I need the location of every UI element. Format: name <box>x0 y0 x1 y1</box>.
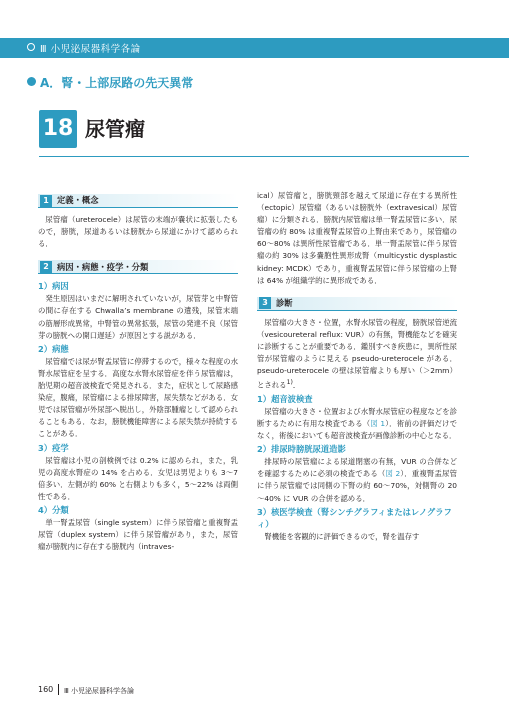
paragraph <box>257 317 457 392</box>
footer-divider <box>58 684 59 695</box>
section-subtitle: A．腎・上部尿路の先天異常 <box>40 76 194 90</box>
section-number: 3 <box>259 297 271 309</box>
paragraph-text: 尿管瘤の大きさ・位置，水腎水尿管の程度，膀胱尿管逆流（vesicoureteral reflux: VUR）の有無，腎機能などを確実に診断することが重要である．鑑別すべき疾患に，異所性尿管が尿管瘤のように見える pseudo-ureterocele がある．pseudo-ureterocele の壁は尿管瘤よりも厚い（＞2mm）とされる <box>257 317 457 390</box>
paragraph: 尿管瘤は小児の剖検例では 0.2% に認められ，また，乳児の高度水腎症の 14% を占める．女児は男児よりも 3～7 倍多い．左側が約 60% と右側よりも多く，5～22% は両側性である． <box>38 455 238 501</box>
section-number: 1 <box>40 195 52 207</box>
paragraph <box>257 406 457 442</box>
subheading: 2）病態 <box>38 343 69 354</box>
paragraph: 腎機能を客観的に評価できるので，腎を温存す <box>264 531 420 541</box>
subheading: 3）疫学 <box>38 442 69 453</box>
section-title: 定義・概念 <box>57 195 99 206</box>
paragraph-text: ）．重複腎盂尿管に伴う尿管瘤では同側の下腎の約 60～70%，対側腎の 20～40% に VUR の合併を認める． <box>257 469 457 503</box>
paragraph: 尿管瘤（ureterocele）は尿管の末端が嚢状に拡張したもので，膀胱，尿道あるいは膀胱から尿道にかけて認められる． <box>38 215 238 249</box>
subheading: 2）排尿時膀胱尿道造影 <box>257 444 346 455</box>
section-number: 2 <box>40 261 52 273</box>
reference-mark[interactable]: 1) <box>286 379 293 387</box>
page-number: 160 <box>38 685 54 694</box>
chapter-number: 18 <box>39 110 77 148</box>
paragraph-text: ）．術前の評価だけでなく，術後においても超音波検査が画像診断の中心となる． <box>257 418 457 441</box>
subheading: 4）分類 <box>38 504 69 515</box>
subheading: 1）病因 <box>38 281 69 292</box>
section-heading-etiology <box>38 260 238 274</box>
chapter-divider <box>39 156 469 157</box>
paragraph-text: 排尿時の尿管瘤による尿道閉塞の有無，VUR の合併などを確認するために必須の検査である（ <box>257 457 457 479</box>
paragraph: 発生原因はいまだに解明されていないが，尿管芽と中腎管の間に存在する Chwalla’s membrane の遺残，尿管末端の筋層形成異常，中腎管の異常拡張，尿管の発達不良（尿管芽の膀胱への開口遅延）が原因とする説がある． <box>38 294 238 340</box>
subheading: 1）超音波検査 <box>257 393 313 404</box>
figure-link[interactable]: 図 1 <box>370 418 386 428</box>
section-title: 病因・病態・疫学・分類 <box>57 261 149 272</box>
right-column <box>257 190 457 543</box>
subtitle-dot-icon <box>27 77 36 86</box>
section-heading-diagnosis <box>257 297 457 311</box>
section-title: 診断 <box>276 298 293 309</box>
footer-running-title: Ⅲ 小児泌尿器科学各論 <box>64 687 135 695</box>
figure-link[interactable]: 図 2 <box>385 469 401 479</box>
paragraph: 単一腎盂尿管（single system）に伴う尿管瘤と重複腎盂尿管（duplex system）に伴う尿管瘤があり，また，尿管瘤が膀胱内に存在する膀胱内（intraves- <box>38 518 238 552</box>
paragraph-text: 尿管瘤の大きさ・位置および水腎水尿管症の程度などを診断するために有用な検査である（ <box>257 406 457 428</box>
subheading: 3）核医学検査（腎シンチグラフィまたはレノグラフィ） <box>257 506 452 529</box>
paragraph <box>257 456 457 504</box>
section-heading-definition <box>38 194 238 208</box>
left-column <box>38 190 238 553</box>
paragraph: ical）尿管瘤と，膀胱頸部を越えて尿道に存在する異所性（ectopic）尿管瘤（あるいは膀胱外（extravesical）尿管瘤）に分類される．膀胱内尿管瘤は単一腎盂尿管に多い．尿管瘤の約 80% は重複腎盂尿管の上腎由来であり，尿管瘤の 60～80% は異所性尿管瘤である．単一腎盂尿管に伴う尿管瘤の約 30% は多嚢胞性異形成腎（multicystic dysplastic kidney: MCDK）であり，重複腎盂尿管に伴う尿管瘤の上腎は 64% が組織学的に異形成である． <box>257 191 457 285</box>
paragraph: 尿管瘤では尿が腎盂尿管に停滞するので，様々な程度の水腎水尿管症を呈する．高度な水腎水尿管症を伴う尿管瘤は，胎児期の超音波検査で発見される．また，症状として尿路感染症，腹痛，尿管瘤による排尿障害，尿失禁などがある．女児では尿管瘤が外尿部へ脱出し，外陰部腫瘤として認められることもある．なお，膀胱機能障害による尿失禁が持続することがある． <box>38 356 238 439</box>
header-circle-icon <box>27 43 35 51</box>
header-part-label: Ⅲ 小児泌尿器科学各論 <box>40 44 141 55</box>
chapter-title: 尿管瘤 <box>85 117 145 141</box>
paragraph-end: ． <box>292 380 301 390</box>
